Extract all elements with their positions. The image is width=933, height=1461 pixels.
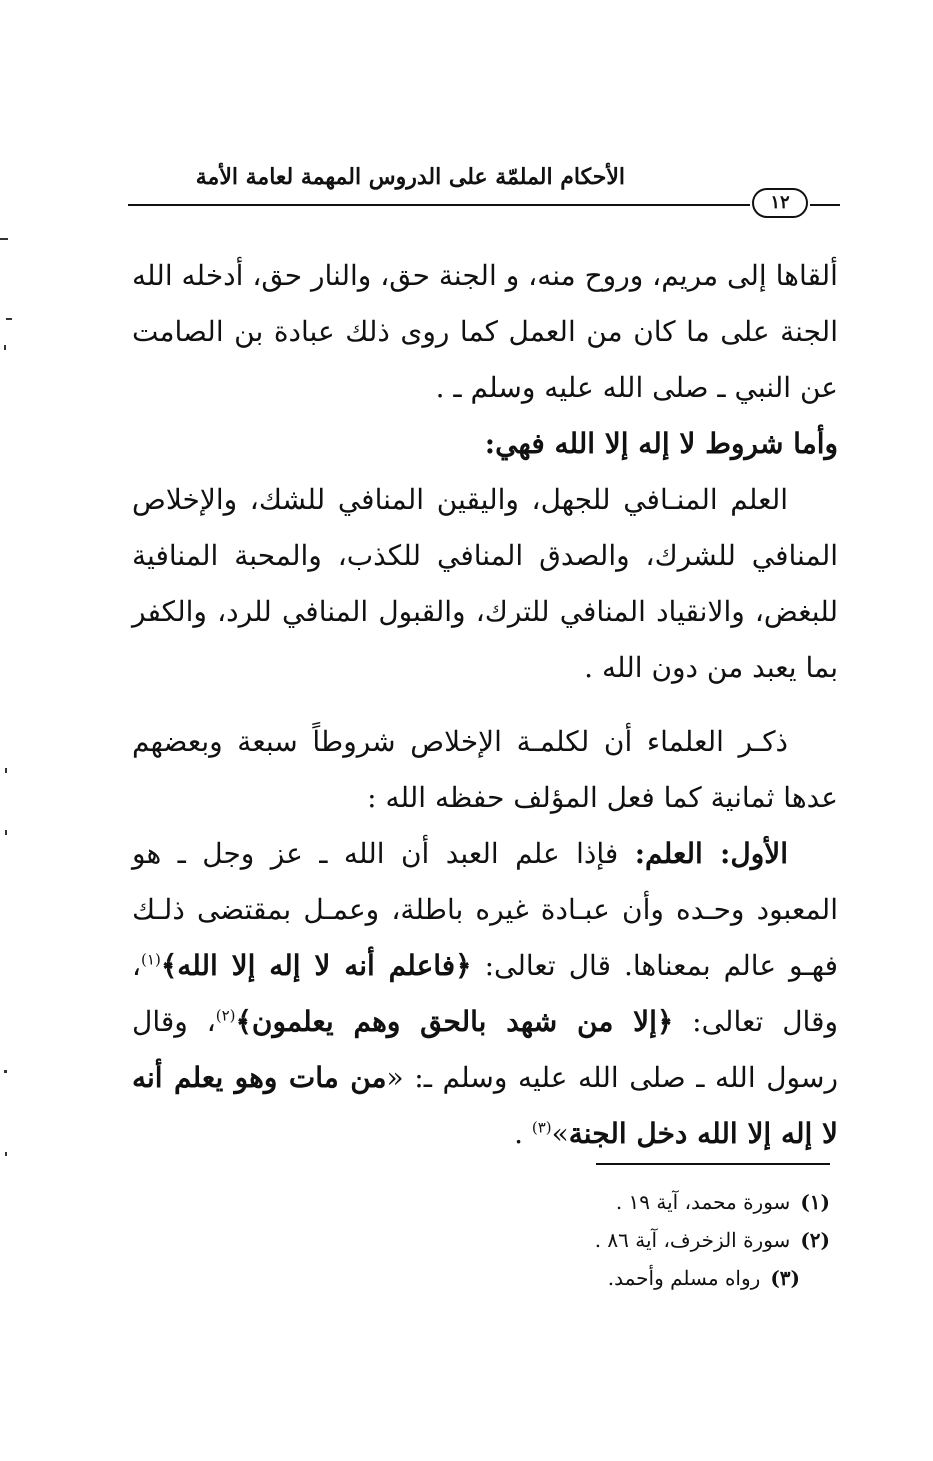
footnote-2 bbox=[420, 1221, 830, 1259]
paragraph-3: ذكـر العلماء أن لكلمـة الإخلاص شروطاً سبعة وبعضهم عدها ثمانية كما فعل المؤلف حفظه الله : bbox=[132, 725, 838, 814]
scan-mark bbox=[4, 345, 6, 350]
scan-mark bbox=[6, 318, 12, 320]
quran-quote-1: ﴿فاعلم أنه لا إله إلا الله﴾ bbox=[160, 949, 472, 982]
header-rule-right bbox=[810, 204, 840, 206]
footnote-ref-2[interactable]: (٢) bbox=[215, 1006, 236, 1025]
footnote-number: (٣) bbox=[770, 1266, 800, 1290]
paragraph-2: العلم المنـافي للجهل، واليقين المنافي للشك، والإخلاص المنافي للشرك، والصدق المنافي للكذب، والمحبة المنافية للبغض، والانقياد المنافي للترك، والقبول المنافي للرد، والكفر بما يعبد من دون الله . bbox=[132, 483, 838, 684]
scan-mark bbox=[5, 830, 7, 835]
header-title: الأحكام الملمّة على الدروس المهمة لعامة الأمة bbox=[195, 164, 625, 190]
paragraph-1 bbox=[132, 248, 838, 416]
para1-line-3: النبي ـ صلى الله عليه وسلم ـ . bbox=[435, 371, 792, 404]
footnote-rule bbox=[596, 1163, 830, 1165]
para4-text-b: ، وقال تعالى: bbox=[132, 949, 838, 1038]
quran-quote-2: ﴿إلا من شهد بالحق وهم يعلمون﴾ bbox=[235, 1005, 674, 1038]
footnote-3 bbox=[420, 1259, 800, 1297]
hadith-quote: من مات وهو يعلم أنه لا إله إلا الله دخل الجنة bbox=[132, 1061, 838, 1150]
para4-text-e: . bbox=[514, 1117, 532, 1150]
scan-mark bbox=[0, 238, 8, 240]
page-content bbox=[132, 248, 838, 1162]
paragraph-4 bbox=[132, 826, 838, 1162]
footnote-1 bbox=[420, 1183, 830, 1221]
header-rule bbox=[128, 204, 750, 206]
footnote-text: رواه مسلم وأحمد. bbox=[607, 1266, 761, 1290]
scan-mark bbox=[5, 1152, 7, 1156]
scan-mark bbox=[4, 1070, 7, 1073]
para4-text-d: » bbox=[551, 1117, 569, 1150]
para4-text-a: فإذا علم العبد أن الله ـ عز وجل ـ هو المعبود وحـده وأن عبـادة غيره باطلة، وعمـل بمقتضى ذلـك فهـو عالم بمعناها. قال تعالى: bbox=[132, 837, 838, 982]
para4-text-c: ، وقال رسول الله ـ صلى الله عليه وسلم ـ: « bbox=[132, 1005, 839, 1094]
running-header bbox=[128, 160, 840, 240]
section-heading: وأما شروط لا إله إلا الله فهي: bbox=[484, 427, 838, 460]
first-condition-heading: الأول: العلم: bbox=[634, 837, 788, 870]
para1-line-2: الجنة على ما كان من العمل كما روى ذلك عبادة بن الصامت عن bbox=[132, 315, 838, 404]
footnote-text: سورة الزخرف، آية ٨٦ . bbox=[594, 1228, 791, 1252]
footnote-ref-1[interactable]: (١) bbox=[141, 950, 161, 969]
footnote-text: سورة محمد، آية ١٩ . bbox=[615, 1190, 791, 1214]
footnote-number: (٢) bbox=[800, 1228, 830, 1252]
scan-mark bbox=[5, 768, 7, 773]
para1-line-1: ألقاها إلى مريم، وروح منه، و الجنة حق، والنار حق، أدخله الله bbox=[132, 259, 838, 292]
page-number: ١٢ bbox=[752, 188, 808, 218]
footnote-number: (١) bbox=[800, 1190, 830, 1214]
footnote-ref-3[interactable]: (٣) bbox=[531, 1118, 552, 1137]
footnotes bbox=[420, 1183, 830, 1297]
